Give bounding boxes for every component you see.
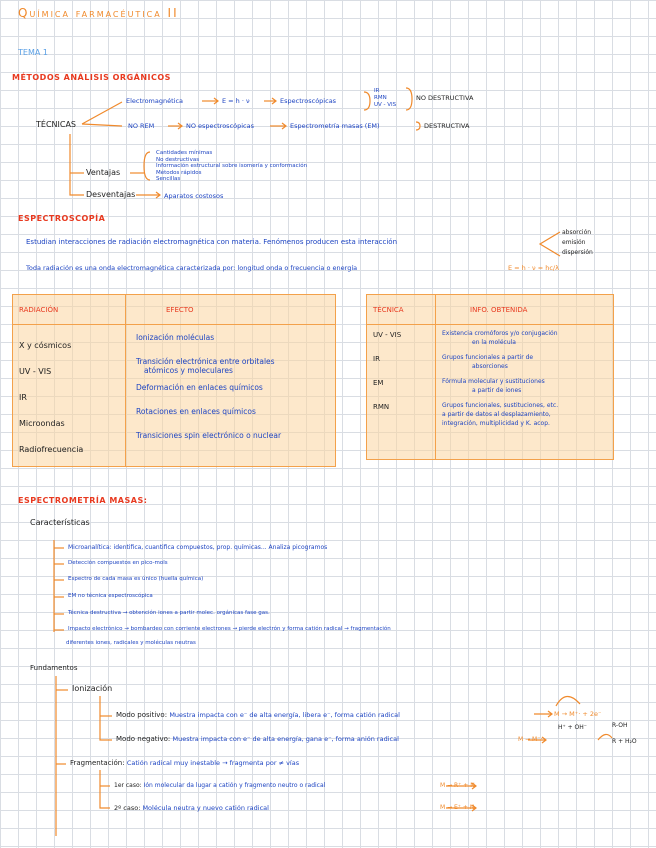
- fragmentacion-label: Fragmentación: [70, 759, 123, 767]
- ventaja-item: No destructivas: [156, 156, 200, 163]
- ventaja-item: Métodos rápidos: [156, 169, 202, 176]
- fundamentos-label: Fundamentos: [30, 664, 78, 672]
- effect-cell: Rotaciones en enlaces químicos: [136, 407, 256, 416]
- radiation-table: [12, 294, 336, 467]
- fenomeno-item: emisión: [562, 239, 586, 246]
- caso1-eq: M → R⁺ + N: [440, 782, 475, 789]
- destructiva-label: DESTRUCTIVA: [424, 122, 470, 130]
- technique-cell: EM: [373, 379, 384, 387]
- tema-label: TEMA 1: [18, 48, 48, 57]
- eq-side-3: R + H₂O: [612, 738, 637, 745]
- caso2-text: Molécula neutra y nuevo catión radical: [142, 804, 269, 812]
- fragmentacion-row: Fragmentación: Catión radical muy inestable → fragmenta por ≠ vías: [70, 759, 300, 767]
- radiation-header: RADIACIÓN: [13, 295, 126, 325]
- ventaja-item: Información estructural sobre isomería y conformación: [156, 163, 308, 169]
- no-destructiva-label: NO DESTRUCTIVA: [416, 94, 474, 102]
- espectroscopia-heading: ESPECTROSCOPÍA: [18, 214, 106, 223]
- effect-cell: Ionización moléculas: [136, 333, 215, 342]
- desventaja-item: Aparatos costosos: [164, 192, 224, 200]
- caso2-row: 2º caso: Molécula neutra y nuevo catión radical: [114, 804, 269, 812]
- desventajas-label: Desventajas: [86, 190, 136, 199]
- caracteristica-item: Detección compuestos en pico-mols: [68, 560, 168, 566]
- espectrometria-masas-label: Espectrometría masas (EM): [290, 122, 380, 130]
- spec-item: IR: [374, 88, 380, 94]
- eq-side-1: H⁺ + OH⁻: [558, 724, 587, 731]
- spec-list: [374, 88, 396, 109]
- radiation-column: [13, 325, 126, 467]
- espectroscopicas-label: Espectroscópicas: [280, 97, 337, 105]
- technique-header: TÉCNICA: [367, 295, 436, 325]
- eq-positive: M → M⁺· + 2e⁻: [554, 710, 602, 718]
- technique-cell: UV - VIS: [373, 331, 402, 339]
- info-cell: Existencia cromóforos y/o conjugación en la molécula: [442, 330, 558, 346]
- info-column: [436, 325, 614, 460]
- effect-column: [126, 325, 336, 467]
- caso1-label: 1er caso: [114, 782, 140, 789]
- technique-table: [366, 294, 614, 460]
- technique-cell: RMN: [373, 403, 390, 411]
- spec-item: RMN: [374, 95, 387, 101]
- fragmentacion-text: Catión radical muy inestable → fragmenta por ≠ vías: [126, 759, 300, 767]
- ventajas-list: [156, 150, 307, 183]
- ventaja-item: Sencillas: [156, 176, 181, 182]
- energy-formula-full: E = h · ν = hc/λ: [508, 264, 559, 272]
- caracteristica-cont: diferentes iones, radicales y moléculas neutras: [66, 640, 196, 646]
- caracteristica-item: EM no técnica espectroscópica: [68, 593, 153, 599]
- info-header: INFO. OBTENIDA: [436, 295, 614, 325]
- info-cell: Fórmula molecular y sustituciones a partir de iones: [442, 378, 545, 394]
- effect-header: EFECTO: [126, 295, 336, 325]
- spec-item: UV - VIS: [374, 102, 397, 108]
- fenomenos-list: [562, 228, 593, 258]
- ionizacion-label: Ionización: [72, 684, 113, 693]
- radiation-cell: Microondas: [19, 419, 65, 428]
- radiation-cell: X y cósmicos: [19, 341, 72, 350]
- radiation-cell: UV - VIS: [19, 367, 52, 376]
- caracteristica-item: Espectro de cada masa es único (huella química): [68, 576, 204, 582]
- modo-negativo-row: Modo negativo: Muestra impacta con e⁻ de alta energía, gana e⁻, forma anión radical: [116, 735, 399, 743]
- caso1-row: 1er caso: Ión molecular da lugar a catión y fragmento neutro o radical: [114, 782, 326, 789]
- modo-negativo-text: Muestra impacta con e⁻ de alta energía, gana e⁻, forma anión radical: [172, 735, 399, 743]
- caracteristica-item: Técnica destructiva → obtención iones a partir molec. orgánicas fase gas.: [68, 610, 270, 616]
- radiation-cell: Radiofrecuencia: [19, 445, 84, 454]
- metodos-heading: MÉTODOS ANÁLISIS ORGÁNICOS: [12, 73, 171, 82]
- no-espectroscopicas-label: NO espectroscópicas: [186, 122, 254, 130]
- espectrometria-heading: ESPECTROMETRÍA MASAS:: [18, 496, 148, 505]
- no-rem-label: NO REM: [128, 122, 155, 130]
- energy-formula: E = h · ν: [222, 97, 250, 105]
- caracteristica-item: Impacto electrónico → bombardeo con corriente electrones → pierde electrón y forma catión radical → fragmentación: [68, 626, 391, 632]
- electromagnetica-label: Electromagnética: [126, 97, 184, 105]
- caso1-text: Ión molecular da lugar a catión y fragmento neutro o radical: [143, 782, 326, 789]
- page-title: Química farmacéutica II: [18, 6, 179, 20]
- modo-positivo-label: Modo positivo: [116, 711, 165, 719]
- info-cell: Grupos funcionales, sustituciones, etc. a partir de datos al desplazamiento, integración, multiplicidad y K. acop.: [442, 402, 559, 427]
- ventajas-label: Ventajas: [86, 168, 121, 177]
- effect-cell: Transición electrónica entre orbitales atómicos y moleculares: [136, 357, 275, 375]
- caracteristica-item: Microanalítica: identifica, cuantifica compuestos, prop. químicas... Analiza picogramos: [68, 544, 328, 551]
- effect-cell: Transiciones spin electrónico o nuclear: [136, 431, 282, 440]
- radiation-cell: IR: [19, 393, 27, 402]
- caso2-label: 2º caso: [114, 804, 139, 812]
- fenomeno-item: dispersión: [562, 249, 593, 256]
- caso2-eq: M → E⁺ + N: [440, 804, 475, 811]
- modo-negativo-label: Modo negativo: [116, 735, 168, 743]
- espectroscopia-line1: Estudian interacciones de radiación electromagnética con materia. Fenómenos producen esta interacción: [26, 238, 398, 246]
- caracteristicas-label: Características: [30, 518, 90, 527]
- info-cell: Grupos funcionales a partir de absorciones: [442, 354, 534, 370]
- espectroscopia-line2: Toda radiación es una onda electromagnética caracterizada por: longitud onda o frecuencia o energía: [26, 264, 358, 272]
- modo-positivo-row: Modo positivo: Muestra impacta con e⁻ de alta energía, libera e⁻, forma catión radical: [116, 711, 400, 719]
- effect-cell: Deformación en enlaces químicos: [136, 383, 263, 392]
- eq-side-2: R-OH: [612, 722, 628, 729]
- eq-negative: M → M⁻·: [518, 736, 543, 743]
- tecnicas-label: TÉCNICAS: [36, 120, 77, 129]
- technique-cell: IR: [373, 355, 380, 363]
- fenomeno-item: absorción: [562, 229, 592, 236]
- modo-positivo-text: Muestra impacta con e⁻ de alta energía, libera e⁻, forma catión radical: [169, 711, 400, 719]
- ventaja-item: Cantidades mínimas: [156, 150, 213, 156]
- technique-column: [367, 325, 436, 460]
